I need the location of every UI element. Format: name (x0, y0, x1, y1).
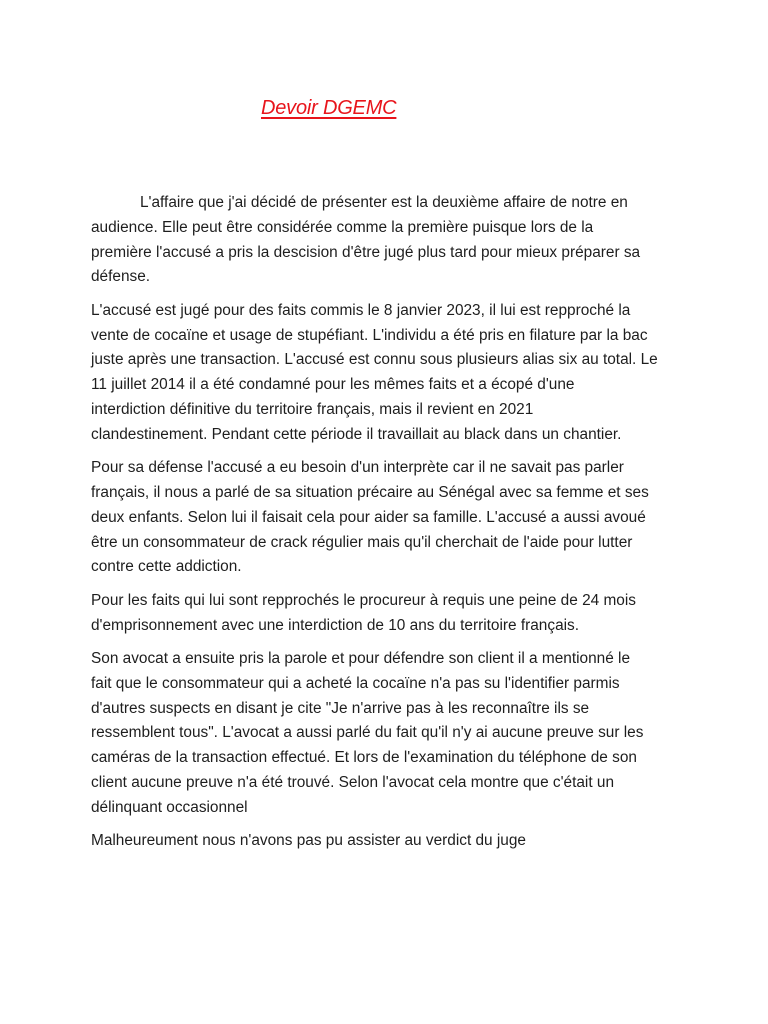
paragraph-defense: Pour sa défense l'accusé a eu besoin d'un interprète car il ne savait pas parler français, il nous a parlé de sa situation précaire au Sénégal avec sa femme et ses deux enfants. Selon lui il faisait cela pour aider sa famille. L'accusé a aussi avoué être un consommateur de crack régulier mais qu'il cherchait de l'aide pour lutter contre cette addiction. (91, 459, 649, 576)
document-title: Devoir DGEMC (261, 97, 397, 119)
document-body (91, 191, 687, 862)
paragraph-intro: L'affaire que j'ai décidé de présenter est la deuxième affaire de notre en audience. Elle peut être considérée comme la première puisque lors de la première l'accusé a pris la descision d'être jugé plus tard pour mieux préparer sa défense. (91, 194, 641, 286)
paragraph-prosecutor: Pour les faits qui lui sont repprochés le procureur à requis une peine de 24 mois d'emprisonnement avec une interdiction de 10 ans du territoire français. (91, 591, 636, 634)
paragraph-lawyer: Son avocat a ensuite pris la parole et pour défendre son client il a mentionné le fait que le consommateur qui a acheté la cocaïne n'a pas su l'identifier parmis d'autres suspects en disant je cite "Je n'arrive pas à les reconnaître ils se ressemblent tous". L'avocat a aussi parlé du fait qu'il n'y ai aucune preuve sur les caméras de la transaction effectué. Et lors de l'examination du téléphone de son client aucune preuve n'a été trouvé. Selon l'avocat cela montre que c'était un délinquant occasionnel (91, 649, 644, 816)
paragraph-conclusion: Malheureument nous n'avons pas pu assister au verdict du juge (91, 832, 526, 850)
paragraph-facts: L'accusé est jugé pour des faits commis le 8 janvier 2023, il lui est repproché la vente de cocaïne et usage de stupéfiant. L'individu a été pris en filature par la bac juste après une transaction. L'accusé est connu sous plusieurs alias six au total. Le 11 juillet 2014 il a été condamné pour les mêmes faits et a écopé d'une interdiction définitive du territoire français, mais il revient en 2021 clandestinement. Pendant cette période il travaillait au black dans un chantier. (91, 301, 658, 443)
